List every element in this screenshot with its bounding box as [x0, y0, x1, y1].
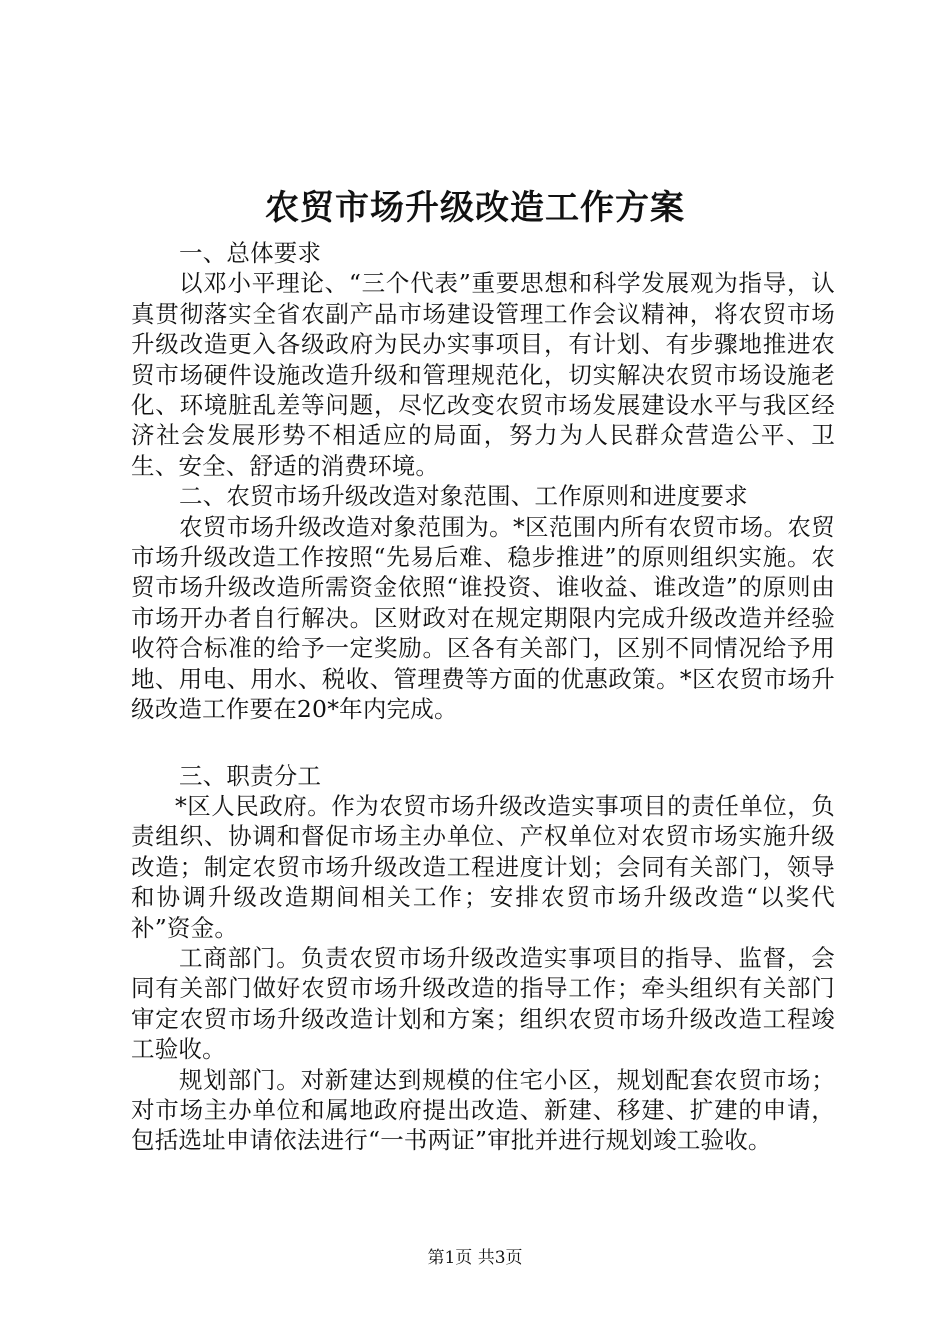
body-paragraph: *区人民政府。作为农贸市场升级改造实事项目的责任单位，负责组织、协调和督促市场主办单位、产权单位对农贸市场实施升级改造；制定农贸市场升级改造工程进度计划；会同有关部门，领导和协调升级改造期间相关工作；安排农贸市场升级改造“以奖代补”资金。: [131, 791, 835, 942]
page-number: 第1页: [427, 1248, 473, 1268]
body-paragraph: 以邓小平理论、“三个代表”重要思想和科学发展观为指导，认真贯彻落实全省农副产品市场建设管理工作会议精神，将农贸市场升级改造更入各级政府为民办实事项目，有计划、有步骤地推进农贸市场硬件设施改造升级和管理规范化，切实解决农贸市场设施老化、环境脏乱差等问题，尽忆改变农贸市场发展建设水平与我区经济社会发展形势不相适应的局面，努力为人民群众营造公平、卫生、安全、舒适的消费环境。: [131, 269, 835, 480]
section-heading: 一、总体要求: [179, 239, 322, 267]
document-body: [131, 238, 835, 1156]
page-total: 共3页: [477, 1248, 523, 1268]
body-paragraph: 工商部门。负责农贸市场升级改造实事项目的指导、监督，会同有关部门做好农贸市场升级改造的指导工作；牵头组织有关部门审定农贸市场升级改造计划和方案；组织农贸市场升级改造工程竣工验收。: [131, 943, 835, 1064]
section-heading: 三、职责分工: [179, 761, 322, 790]
section-heading: 二、农贸市场升级改造对象范围、工作原则和进度要求: [179, 482, 748, 511]
document-title: 农贸市场升级改造工作方案: [265, 188, 685, 228]
body-paragraph: 农贸市场升级改造对象范围为。*区范围内所有农贸市场。农贸市场升级改造工作按照“先易后难、稳步推进”的原则组织实施。农贸市场升级改造所需资金依照“谁投资、谁收益、谁改造”的原则由市场开办者自行解决。区财政对在规定期限内完成升级改造并经验收符合标准的给予一定奖励。区各有关部门，区别不同情况给予用地、用电、用水、税收、管理费等方面的优惠政策。*区农贸市场升级改造工作要在20*年内完成。: [131, 512, 835, 724]
body-paragraph: 规划部门。对新建达到规模的住宅小区，规划配套农贸市场；对市场主办单位和属地政府提出改造、新建、移建、扩建的申请，包括选址申请依法进行“一书两证”审批并进行规划竣工验收。: [131, 1065, 835, 1155]
page-footer: [0, 1247, 950, 1269]
paragraph-spacer: [131, 725, 835, 761]
